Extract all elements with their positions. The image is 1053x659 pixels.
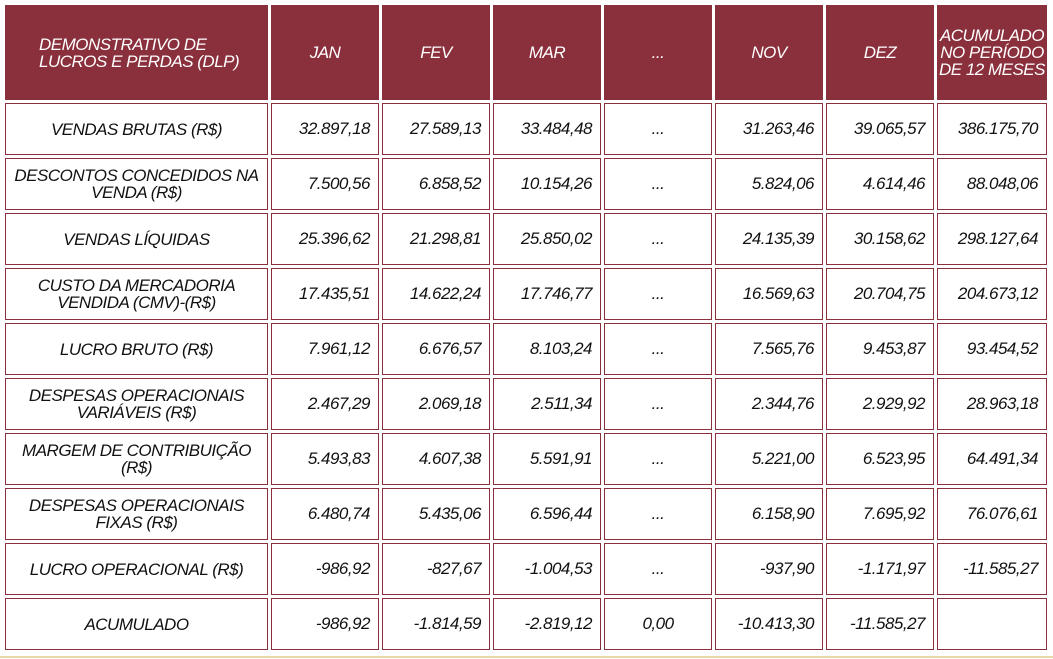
table-cell: 6.158,90 [715, 488, 823, 540]
column-header: JAN [271, 5, 379, 100]
table-cell: 6.480,74 [271, 488, 379, 540]
table-cell: 298.127,64 [937, 213, 1047, 265]
table-cell: ... [604, 543, 712, 595]
table-cell: 8.103,24 [493, 323, 601, 375]
table-cell: -1.004,53 [493, 543, 601, 595]
table-cell: 2.467,29 [271, 378, 379, 430]
column-header: ACUMULADO NO PERÍODO DE 12 MESES [937, 5, 1047, 100]
table-cell: -827,67 [382, 543, 490, 595]
table-cell: ... [604, 433, 712, 485]
table-cell: ... [604, 268, 712, 320]
table-cell: 386.175,70 [937, 103, 1047, 155]
table-cell: 30.158,62 [826, 213, 934, 265]
table-cell: 9.453,87 [826, 323, 934, 375]
table-row [5, 543, 1047, 595]
table-cell: 17.435,51 [271, 268, 379, 320]
row-label: VENDAS BRUTAS (R$) [5, 103, 268, 155]
table-cell: -986,92 [271, 598, 379, 650]
table-cell: -1.814,59 [382, 598, 490, 650]
row-label: DESCONTOS CONCEDIDOS NA VENDA (R$) [5, 158, 268, 210]
table-cell: 33.484,48 [493, 103, 601, 155]
table-cell: ... [604, 488, 712, 540]
row-label: MARGEM DE CONTRIBUIÇÃO (R$) [5, 433, 268, 485]
row-label: DESPESAS OPERACIONAIS VARIÁVEIS (R$) [5, 378, 268, 430]
table-row [5, 213, 1047, 265]
column-header: DEZ [826, 5, 934, 100]
table-cell: 2.344,76 [715, 378, 823, 430]
table-row [5, 323, 1047, 375]
table-cell: 25.396,62 [271, 213, 379, 265]
column-header: NOV [715, 5, 823, 100]
bottom-divider [0, 656, 1053, 658]
table-cell: 27.589,13 [382, 103, 490, 155]
table-row [5, 378, 1047, 430]
table-row [5, 488, 1047, 540]
table-cell: -2.819,12 [493, 598, 601, 650]
table-cell: 16.569,63 [715, 268, 823, 320]
table-cell: 6.858,52 [382, 158, 490, 210]
table-cell: 204.673,12 [937, 268, 1047, 320]
table-cell: 5.591,91 [493, 433, 601, 485]
column-header: FEV [382, 5, 490, 100]
table-cell: 14.622,24 [382, 268, 490, 320]
table-cell: ... [604, 103, 712, 155]
table-cell: 7.565,76 [715, 323, 823, 375]
header-row [5, 5, 1047, 100]
table-cell: 0,00 [604, 598, 712, 650]
table-cell: 21.298,81 [382, 213, 490, 265]
row-label: LUCRO OPERACIONAL (R$) [5, 543, 268, 595]
row-label: LUCRO BRUTO (R$) [5, 323, 268, 375]
table-cell: 7.961,12 [271, 323, 379, 375]
table-cell: 93.454,52 [937, 323, 1047, 375]
table-cell: 10.154,26 [493, 158, 601, 210]
table-cell: 31.263,46 [715, 103, 823, 155]
table-cell: 2.069,18 [382, 378, 490, 430]
column-header: ... [604, 5, 712, 100]
table-row [5, 103, 1047, 155]
table-cell: 64.491,34 [937, 433, 1047, 485]
table-cell: 6.676,57 [382, 323, 490, 375]
row-label: VENDAS LÍQUIDAS [5, 213, 268, 265]
table-row [5, 598, 1047, 650]
table-cell: 32.897,18 [271, 103, 379, 155]
table-cell: -11.585,27 [826, 598, 934, 650]
row-label: DESPESAS OPERACIONAIS FIXAS (R$) [5, 488, 268, 540]
table-row [5, 158, 1047, 210]
table-row [5, 268, 1047, 320]
table-cell: 2.929,92 [826, 378, 934, 430]
column-header: MAR [493, 5, 601, 100]
table-cell: 5.221,00 [715, 433, 823, 485]
table-cell: 4.607,38 [382, 433, 490, 485]
table-cell: 88.048,06 [937, 158, 1047, 210]
table-cell: 39.065,57 [826, 103, 934, 155]
table-cell: ... [604, 378, 712, 430]
table-row [5, 433, 1047, 485]
header-title: DEMONSTRATIVO DE LUCROS E PERDAS (DLP) [5, 5, 268, 100]
table-cell: 24.135,39 [715, 213, 823, 265]
table-cell: -937,90 [715, 543, 823, 595]
table-cell: ... [604, 213, 712, 265]
table-cell [937, 598, 1047, 650]
table-cell: 6.523,95 [826, 433, 934, 485]
table-body [5, 103, 1047, 650]
dlp-table [2, 2, 1050, 653]
table-cell: ... [604, 323, 712, 375]
table-cell: -10.413,30 [715, 598, 823, 650]
table-cell: 28.963,18 [937, 378, 1047, 430]
row-label: CUSTO DA MERCADORIA VENDIDA (CMV)-(R$) [5, 268, 268, 320]
table-cell: 76.076,61 [937, 488, 1047, 540]
table-cell: 5.824,06 [715, 158, 823, 210]
table-cell: 7.695,92 [826, 488, 934, 540]
table-cell: 17.746,77 [493, 268, 601, 320]
table-cell: 5.435,06 [382, 488, 490, 540]
row-label: ACUMULADO [5, 598, 268, 650]
table-cell: 7.500,56 [271, 158, 379, 210]
table-cell: 4.614,46 [826, 158, 934, 210]
table-cell: -986,92 [271, 543, 379, 595]
table-cell: 20.704,75 [826, 268, 934, 320]
table-cell: 2.511,34 [493, 378, 601, 430]
table-cell: 5.493,83 [271, 433, 379, 485]
table-cell: -1.171,97 [826, 543, 934, 595]
table-cell: ... [604, 158, 712, 210]
table-cell: 6.596,44 [493, 488, 601, 540]
table-cell: 25.850,02 [493, 213, 601, 265]
table-cell: -11.585,27 [937, 543, 1047, 595]
